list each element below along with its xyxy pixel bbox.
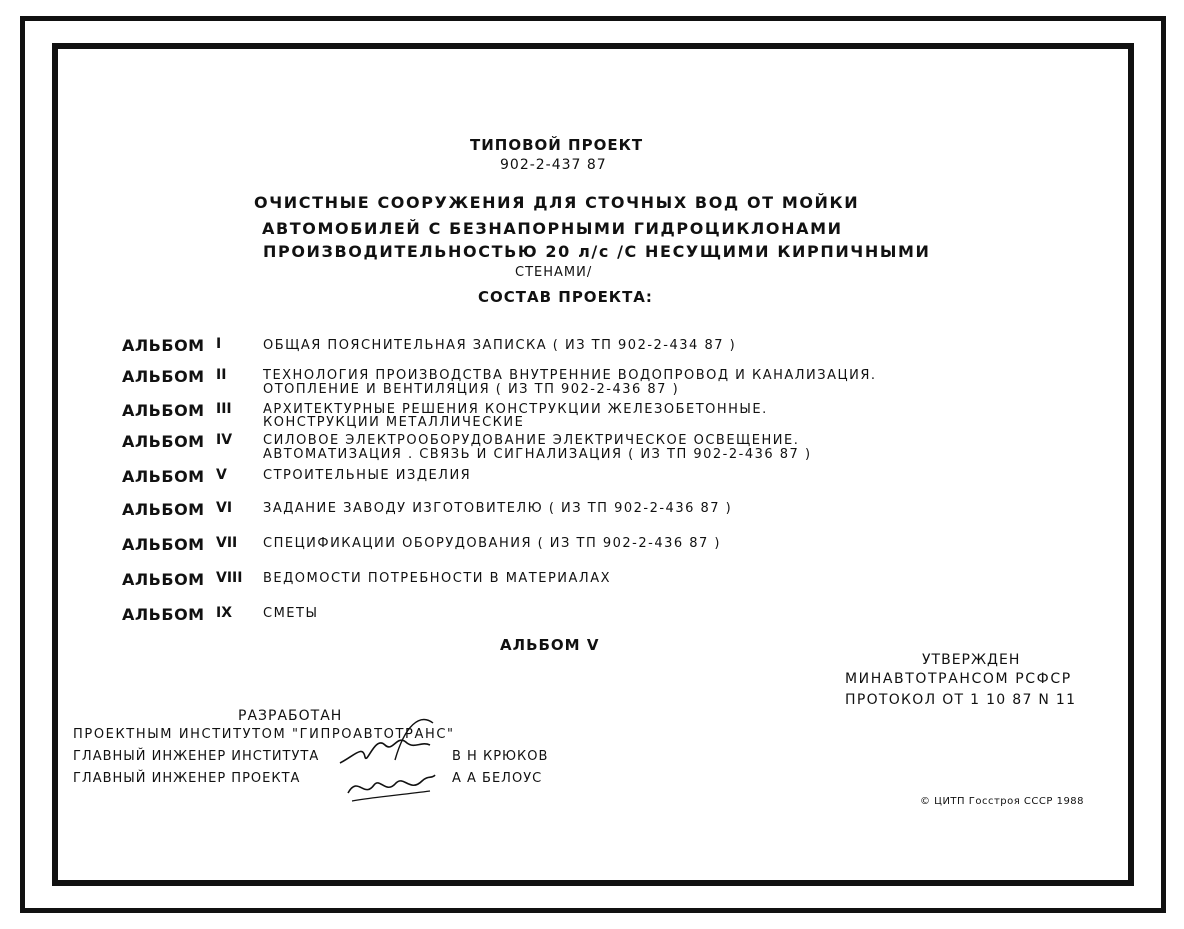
developed-line-2-name: В Н КРЮКОВ [452, 749, 549, 764]
album-label: АЛЬБОМ [122, 401, 205, 420]
composition-heading: СОСТАВ ПРОЕКТА: [478, 288, 653, 306]
album-text: ТЕХНОЛОГИЯ ПРОИЗВОДСТВА ВНУТРЕННИЕ ВОДОПРОВОД И КАНАЛИЗАЦИЯ. [263, 368, 877, 383]
developed-line-3-label: ГЛАВНЫЙ ИНЖЕНЕР ПРОЕКТА [73, 771, 301, 786]
album-label: АЛЬБОМ [122, 605, 205, 624]
developed-line-1: ПРОЕКТНЫМ ИНСТИТУТОМ "ГИПРОАВТОТРАНС" [73, 727, 455, 742]
album-label: АЛЬБОМ [122, 500, 205, 519]
album-label: АЛЬБОМ [122, 367, 205, 386]
album-number: VII [216, 535, 238, 551]
project-type: ТИПОВОЙ ПРОЕКТ [470, 136, 644, 154]
album-label: АЛЬБОМ [122, 467, 205, 486]
album-number: III [216, 401, 232, 417]
developed-line-3-name: А А БЕЛОУС [452, 771, 543, 786]
album-text: СМЕТЫ [263, 606, 319, 621]
album-text: ЗАДАНИЕ ЗАВОДУ ИЗГОТОВИТЕЛЮ ( ИЗ ТП 902-2-436 87 ) [263, 501, 733, 516]
approved-line-1: УТВЕРЖДЕН [922, 652, 1021, 668]
album-label: АЛЬБОМ [122, 535, 205, 554]
developed-line-2-label: ГЛАВНЫЙ ИНЖЕНЕР ИНСТИТУТА [73, 749, 320, 764]
album-number: VIII [216, 570, 243, 586]
album-text: ОБЩАЯ ПОЯСНИТЕЛЬНАЯ ЗАПИСКА ( ИЗ ТП 902-2-434 87 ) [263, 338, 737, 353]
album-number: V [216, 467, 227, 483]
album-number: I [216, 336, 222, 352]
current-album: АЛЬБОМ V [500, 636, 600, 654]
album-text: ВЕДОМОСТИ ПОТРЕБНОСТИ В МАТЕРИАЛАХ [263, 571, 611, 586]
signature-chief-engineer-institute [335, 715, 445, 770]
approved-line-2: МИНАВТОТРАНСОМ РСФСР [845, 671, 1072, 687]
title-line-2: АВТОМОБИЛЕЙ С БЕЗНАПОРНЫМИ ГИДРОЦИКЛОНАМИ [262, 219, 843, 238]
album-label: АЛЬБОМ [122, 570, 205, 589]
album-label: АЛЬБОМ [122, 432, 205, 451]
title-line-4: СТЕНАМИ/ [515, 265, 593, 280]
album-text: СТРОИТЕЛЬНЫЕ ИЗДЕЛИЯ [263, 468, 472, 483]
album-number: IV [216, 432, 233, 448]
title-line-1: ОЧИСТНЫЕ СООРУЖЕНИЯ ДЛЯ СТОЧНЫХ ВОД ОТ МОЙКИ [254, 193, 860, 212]
approved-line-3: ПРОТОКОЛ ОТ 1 10 87 N 11 [845, 692, 1077, 708]
album-number: IX [216, 605, 233, 621]
album-text: СИЛОВОЕ ЭЛЕКТРООБОРУДОВАНИЕ ЭЛЕКТРИЧЕСКОЕ ОСВЕЩЕНИЕ. [263, 433, 800, 448]
album-number: II [216, 367, 227, 383]
album-label: АЛЬБОМ [122, 336, 205, 355]
album-text: СПЕЦИФИКАЦИИ ОБОРУДОВАНИЯ ( ИЗ ТП 902-2-436 87 ) [263, 536, 722, 551]
album-text-2: АВТОМАТИЗАЦИЯ . СВЯЗЬ И СИГНАЛИЗАЦИЯ ( ИЗ ТП 902-2-436 87 ) [263, 447, 812, 462]
album-text-2: ОТОПЛЕНИЕ И ВЕНТИЛЯЦИЯ ( ИЗ ТП 902-2-436 87 ) [263, 382, 680, 397]
album-number: VI [216, 500, 233, 516]
copyright: © ЦИТП Госстроя СССР 1988 [920, 796, 1085, 807]
title-line-3: ПРОИЗВОДИТЕЛЬНОСТЬЮ 20 л/с /С НЕСУЩИМИ КИРПИЧНЫМИ [263, 242, 931, 261]
project-number: 902-2-437 87 [500, 157, 607, 173]
signature-chief-engineer-project [340, 765, 440, 810]
developed-heading: РАЗРАБОТАН [238, 708, 343, 724]
album-text: АРХИТЕКТУРНЫЕ РЕШЕНИЯ КОНСТРУКЦИИ ЖЕЛЕЗОБЕТОННЫЕ. [263, 402, 768, 417]
album-text-2: КОНСТРУКЦИИ МЕТАЛЛИЧЕСКИЕ [263, 415, 525, 430]
